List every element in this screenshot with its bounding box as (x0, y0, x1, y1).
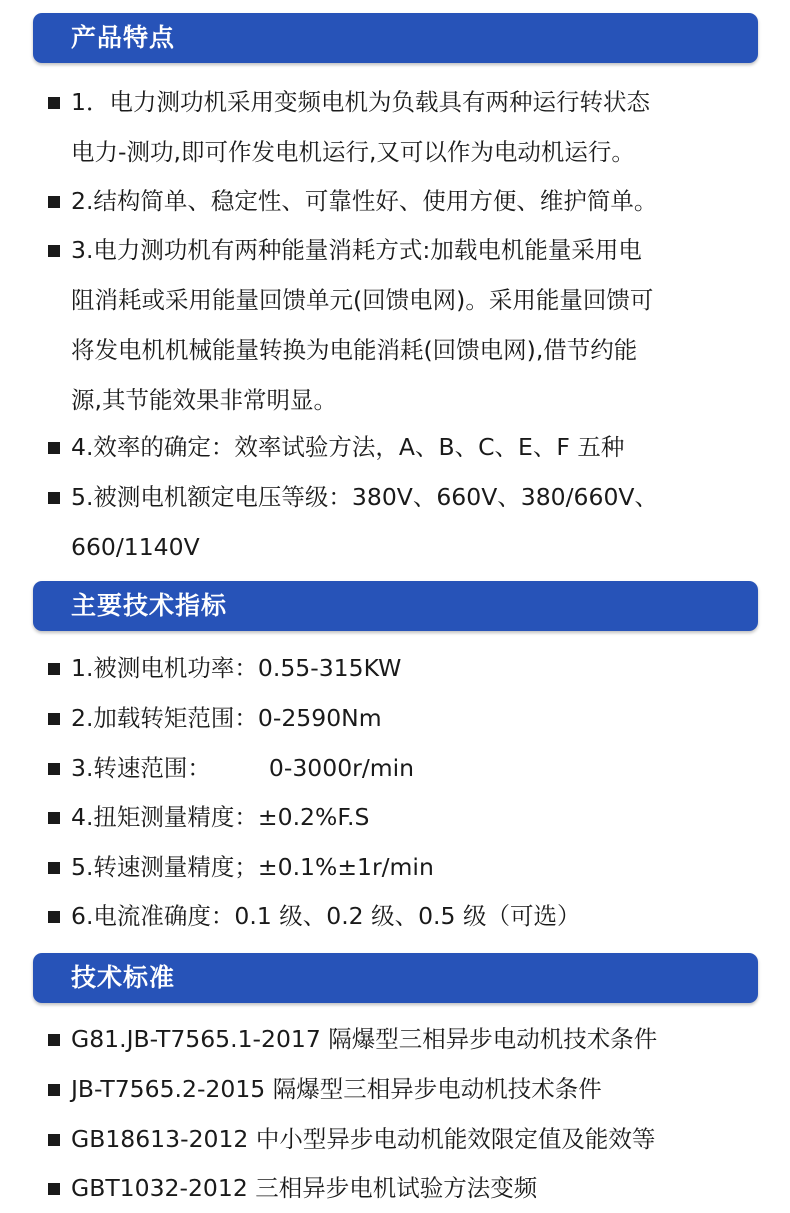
spec-label: 5.转速测量精度； (71, 853, 258, 881)
section-title-features: 产品特点 (71, 23, 176, 52)
square-bullet-icon (48, 245, 60, 257)
standard-text: G81.JB-T7565.1-2017 隔爆型三相异步电动机技术条件 (71, 1025, 658, 1053)
square-bullet-icon (48, 763, 60, 775)
standard-text: GB18613-2012 中小型异步电动机能效限定值及能效等 (71, 1125, 656, 1153)
square-bullet-icon (48, 862, 60, 874)
standard-text: JB-T7565.2-2015 隔爆型三相异步电动机技术条件 (71, 1075, 602, 1103)
square-bullet-icon (48, 196, 60, 208)
square-bullet-icon (48, 97, 60, 109)
square-bullet-icon (48, 1183, 60, 1195)
square-bullet-icon (48, 1084, 60, 1096)
feature-item-1-line-1: 1．电力测功机采用变频电机为负载具有两种运行转状态 (71, 88, 650, 116)
spec-value: ±0.2%F.S (257, 803, 370, 831)
standard-text: GBT1032-2012 三相异步电机试验方法变频 (71, 1174, 538, 1202)
feature-item-3-line-3: 将发电机机械能量转换为电能消耗(回馈电网),借节约能 (71, 336, 638, 364)
spec-item-1 (48, 643, 760, 693)
feature-item-3 (48, 225, 760, 425)
spec-item-3 (48, 743, 760, 793)
spec-label: 6.电流准确度： (71, 902, 235, 930)
spec-value: 0.1 级、0.2 级、0.5 级（可选） (234, 902, 581, 930)
square-bullet-icon (48, 1034, 60, 1046)
spec-item-2 (48, 693, 760, 743)
standard-item-2 (48, 1064, 760, 1114)
feature-item-5-line-1: 5.被测电机额定电压等级：380V、660V、380/660V、 (71, 483, 658, 511)
spec-item-6 (48, 891, 760, 941)
section-header-standards (33, 953, 758, 1003)
square-bullet-icon (48, 492, 60, 504)
feature-item-4-line-1: 4.效率的确定：效率试验方法，A、B、C、E、F 五种 (71, 433, 625, 461)
feature-item-2 (48, 176, 760, 226)
standard-item-1 (48, 1014, 760, 1064)
section-header-specs (33, 581, 758, 631)
feature-item-3-line-2: 阻消耗或采用能量回馈单元(回馈电网)。采用能量回馈可 (71, 286, 654, 314)
section-title-standards: 技术标准 (71, 963, 176, 992)
square-bullet-icon (48, 812, 60, 824)
spec-value: 0.55-315KW (257, 654, 402, 682)
standard-item-4 (48, 1163, 760, 1213)
square-bullet-icon (48, 663, 60, 675)
feature-item-3-line-1: 3.电力测功机有两种能量消耗方式:加载电机能量采用电 (71, 236, 642, 264)
feature-item-2-line-1: 2.结构简单、稳定性、可靠性好、使用方便、维护简单。 (71, 187, 658, 215)
square-bullet-icon (48, 1134, 60, 1146)
spec-label: 4.扭矩测量精度： (71, 803, 258, 831)
spec-item-5 (48, 842, 760, 892)
spec-value: 0-3000r/min (268, 754, 415, 782)
spec-label: 1.被测电机功率： (71, 654, 258, 682)
feature-item-1 (48, 77, 760, 177)
feature-item-5 (48, 472, 760, 572)
spec-label: 2.加载转矩范围： (71, 704, 258, 732)
feature-item-1-line-2: 电力-测功,即可作发电机运行,又可以作为电动机运行。 (71, 138, 635, 166)
spec-label: 3.转速范围： (71, 754, 211, 782)
feature-item-4 (48, 422, 760, 472)
feature-item-5-line-2: 660/1140V (71, 533, 200, 561)
square-bullet-icon (48, 911, 60, 923)
spec-value: 0-2590Nm (257, 704, 382, 732)
standard-item-3 (48, 1114, 760, 1164)
square-bullet-icon (48, 442, 60, 454)
feature-item-3-line-4: 源,其节能效果非常明显。 (71, 386, 337, 414)
square-bullet-icon (48, 713, 60, 725)
section-header-features (33, 13, 758, 63)
section-title-specs: 主要技术指标 (71, 591, 228, 620)
spec-value: ±0.1%±1r/min (257, 853, 434, 881)
spec-item-4 (48, 792, 760, 842)
